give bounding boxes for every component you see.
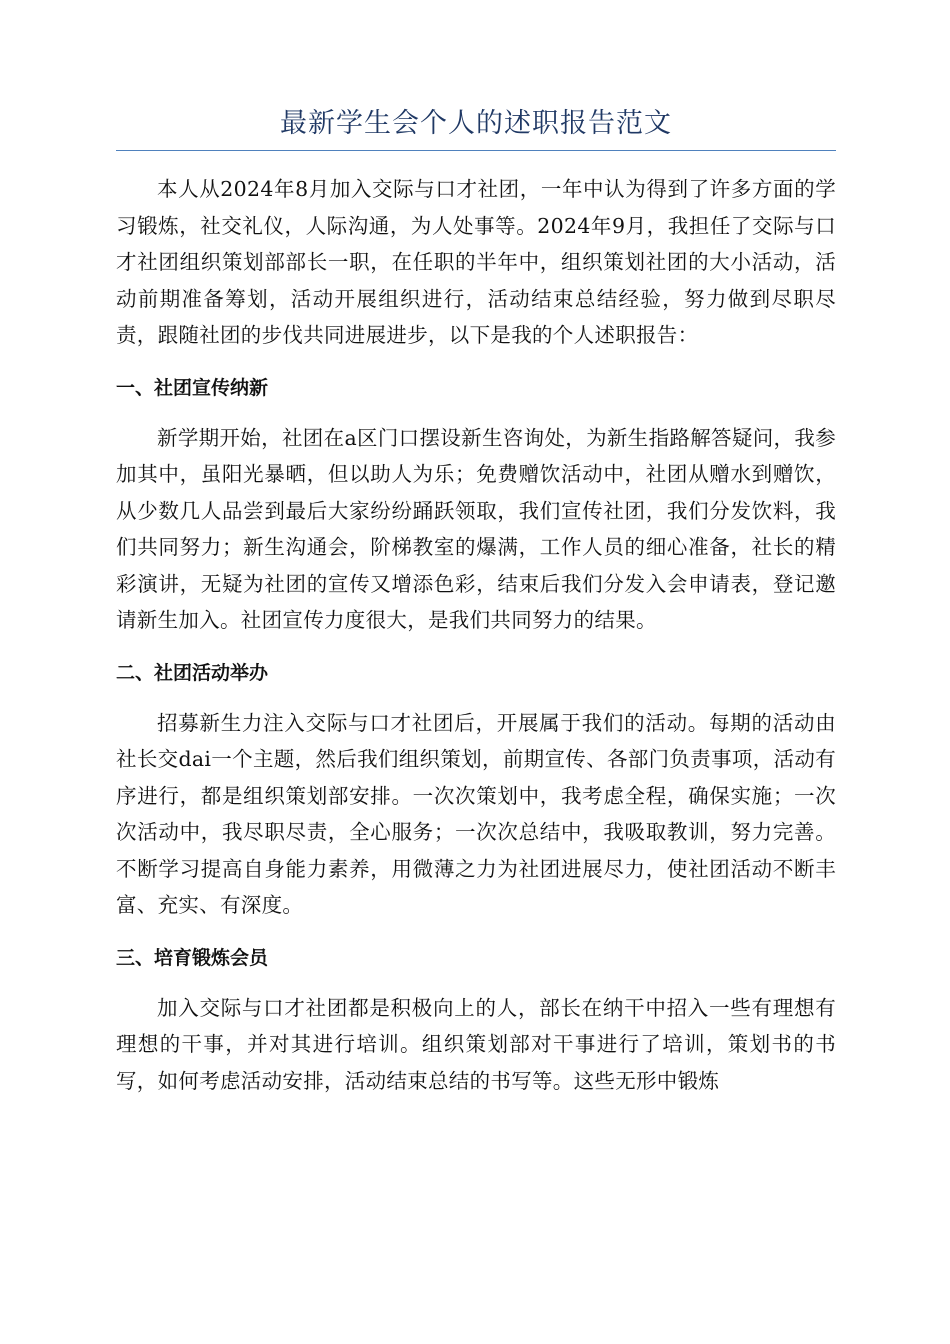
section-paragraph-3: 加入交际与口才社团都是积极向上的人，部长在纳干中招入一些有理想有理想的干事，并对其进行培训。组织策划部对干事进行了培训，策划书的书写，如何考虑活动安排，活动结束总结的书写等。这些无形中锻炼 [116,995,836,1093]
intro-paragraph: 本人从2024年8月加入交际与口才社团，一年中认为得到了许多方面的学习锻炼，社交礼仪，人际沟通，为人处事等。2024年9月，我担任了交际与口才社团组织策划部部长一职，在任职的半年中，组织策划社团的大小活动，活动前期准备筹划，活动开展组织进行，活动结束总结经验，努力做到尽职尽责，跟随社团的步伐共同进展进步，以下是我的个人述职报告： [116,177,836,347]
section-paragraph-2: 招募新生力注入交际与口才社团后，开展属于我们的活动。每期的活动由社长交dai一个主题，然后我们组织策划，前期宣传、各部门负责事项，活动有序进行，都是组织策划部安排。一次次策划中，我考虑全程，确保实施；一次次活动中，我尽职尽责，全心服务；一次次总结中，我吸取教训，努力完善。不断学习提高自身能力素养，用微薄之力为社团进展尽力，使社团活动不断丰富、充实、有深度。 [116,710,836,917]
document-title: 最新学生会个人的述职报告范文 [116,104,836,151]
section-heading-3: 三、培育锻炼会员 [116,946,269,969]
document-page [116,104,836,1099]
section-heading-2: 二、社团活动举办 [116,661,269,684]
section-paragraph-1: 新学期开始，社团在a区门口摆设新生咨询处，为新生指路解答疑问，我参加其中，虽阳光暴晒，但以助人为乐；免费赠饮活动中，社团从赠水到赠饮，从少数几人品尝到最后大家纷纷踊跃领取，我们宣传社团，我们分发饮料，我们共同努力；新生沟通会，阶梯教室的爆满，工作人员的细心准备，社长的精彩演讲，无疑为社团的宣传又增添色彩，结束后我们分发入会申请表，登记邀请新生加入。社团宣传力度很大，是我们共同努力的结果。 [116,425,836,632]
section-heading-1: 一、社团宣传纳新 [116,376,269,399]
